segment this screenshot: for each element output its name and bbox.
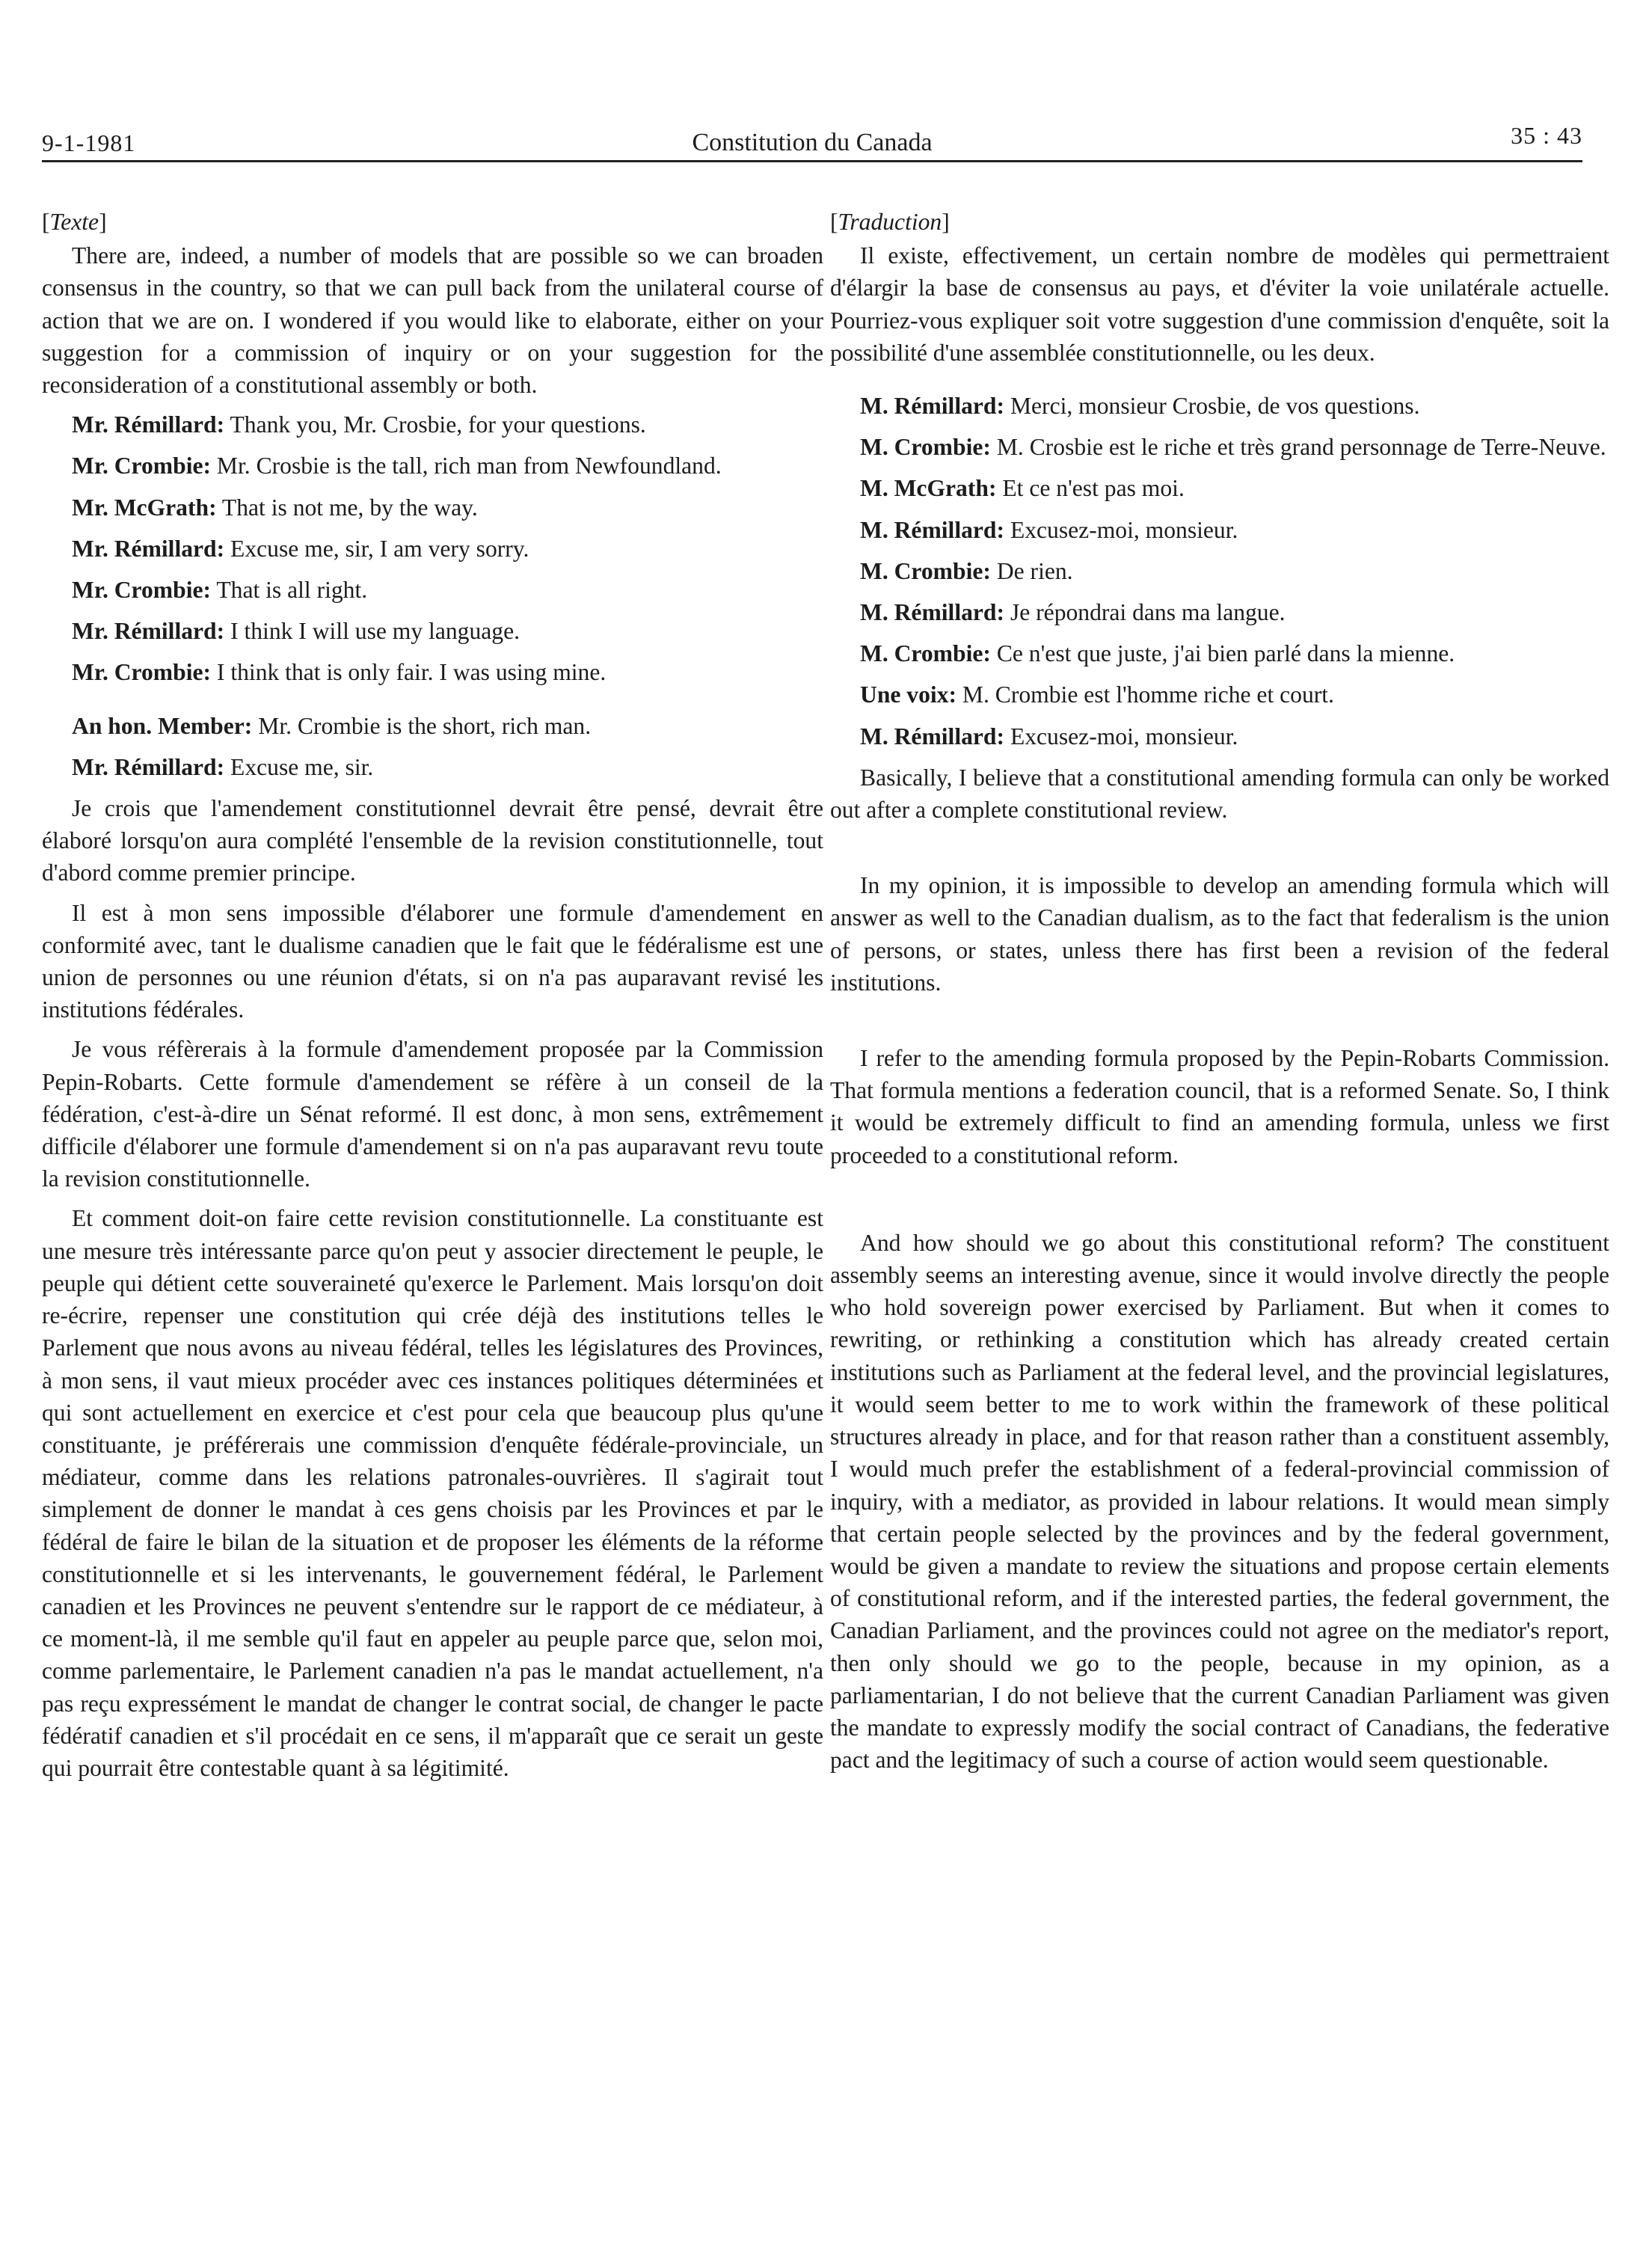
header-title: Constitution du Canada xyxy=(692,129,933,156)
speaker-turn: M. Rémillard: Merci, monsieur Crosbie, de vos questions. xyxy=(860,393,1420,420)
speaker-turn: Mr. Crombie: That is all right. xyxy=(72,577,368,604)
speaker-name: M. Crombie: xyxy=(860,557,991,584)
speaker-name: M. Crombie: xyxy=(860,640,991,667)
speaker-name: M. Rémillard: xyxy=(860,723,1005,750)
speaker-name: Mr. Rémillard: xyxy=(72,535,225,562)
speaker-name: Mr. Crombie: xyxy=(72,659,212,686)
speaker-name: M. McGrath: xyxy=(860,475,997,502)
speaker-name: Mr. Rémillard: xyxy=(72,411,225,438)
speaker-name: Mr. Crombie: xyxy=(72,577,212,604)
speaker-turn: Mr. Rémillard: Thank you, Mr. Crosbie, for your questions. xyxy=(72,411,646,438)
speaker-turn: Mr. McGrath: That is not me, by the way. xyxy=(72,494,478,521)
speaker-name: Mr. Crombie: xyxy=(72,453,212,479)
speaker-name: Mr. McGrath: xyxy=(72,494,217,521)
speaker-name: M. Rémillard: xyxy=(860,599,1005,626)
paragraph: Il est à mon sens impossible d'élaborer une formule d'amendement en conformité avec, tant le dualisme canadien que le fait que le fédéralisme est une union de personnes ou une réunion d'états, si on n'a pas auparavant revisé les institutions fédérales. xyxy=(42,899,823,1023)
speaker-turn: Une voix: M. Crombie est l'homme riche et court. xyxy=(860,681,1334,708)
speaker-turn: M. Rémillard: Excusez-moi, monsieur. xyxy=(860,516,1238,543)
paragraph: I refer to the amending formula proposed by the Pepin-Robarts Commission. That formula mentions a federation council, that is a reformed Senate. So, I think it would be extremely difficult to find an amending formula, unless we first proceeded to a constitutional reform. xyxy=(830,1045,1609,1168)
speaker-name: M. Crombie: xyxy=(860,434,991,461)
page-header xyxy=(42,112,1582,162)
speaker-turn: M. Rémillard: Je répondrai dans ma langue. xyxy=(860,599,1286,626)
section-label-traduction: [Traduction] xyxy=(830,209,950,235)
speaker-name: M. Rémillard: xyxy=(860,393,1005,420)
speaker-turn: Mr. Crombie: I think that is only fair. I was using mine. xyxy=(72,659,607,686)
speaker-name: Une voix: xyxy=(860,681,956,708)
speaker-turn: Mr. Rémillard: I think I will use my language. xyxy=(72,618,520,645)
paragraph: Et comment doit-on faire cette revision constitutionnelle. La constituante est une mesure très intéressante parce qu'on peut y associer directement le peuple, le peuple qui détient cette souveraineté qu'exerce le Parlement. Mais lorsqu'on doit re-écrire, repenser une constitution qui crée déjà des institutions telles le Parlement que nous avons au niveau fédéral, telles les législatures des Provinces, à mon sens, il vaut mieux procéder avec ces instances politiques déterminées et qui sont actuellement en exercice et c'est pour cela que beaucoup plus qu'une constituante, je préférerais une commission d'enquête fédérale-provinciale, un médiateur, comme dans les relations patronales-ouvrières. Il s'agirait tout simplement de donner le mandat à ces gens choisis par les Provinces et par le fédéral de faire le bilan de la situation et de proposer les éléments de la réforme constitutionnelle et si les intervenants, le gouvernement fédéral, le Parlement canadien et les Provinces ne peuvent s'entendre sur le rapport de ce médiateur, à ce moment-là, il me semble qu'il faut en appeler au peuple parce que, selon moi, comme parlementaire, le Parlement canadien n'a pas le mandat actuellement, n'a pas reçu expressément le mandat de changer le contrat social, de changer le pacte fédératif canadien et s'il procédait en ce sens, il m'apparaît que ce serait un geste qui pourrait être contestable quant à sa légitimité. xyxy=(42,1205,823,1781)
left-column xyxy=(42,206,823,1792)
speaker-turn: M. Rémillard: Excusez-moi, monsieur. xyxy=(860,723,1238,750)
speaker-name: An hon. Member: xyxy=(72,712,253,739)
right-column xyxy=(830,206,1609,1783)
paragraph: There are, indeed, a number of models that are possible so we can broaden consensus in the country, so that we can pull back from the unilateral course of action that we are on. I wondered if you would like to elaborate, either on your suggestion for a commission of inquiry or on your suggestion for the reconsideration of a constitutional assembly or both. xyxy=(42,242,823,399)
paragraph: Il existe, effectivement, un certain nombre de modèles qui permettraient d'élargir la base de consensus au pays, et d'éviter la voie unilatérale actuelle. Pourriez-vous expliquer soit votre suggestion d'une commission d'enquête, soit la possibilité d'une assemblée constitutionnelle, ou les deux. xyxy=(830,242,1609,366)
paragraph: And how should we go about this constitutional reform? The constituent assembly seems an interesting avenue, since it would involve directly the people who hold sovereign power exercised by Parliament. But when it comes to rewriting, or rethinking a constitution which has already created certain institutions such as Parliament at the federal level, and the provincial legislatures, it would seem better to me to work within the framework of these political structures already in place, and for that reason rather than a constituent assembly, I would much prefer the establishment of a federal-provincial commission of inquiry, with a mediator, as provided in labour relations. It would mean simply that certain people selected by the provinces and by the federal government, would be given a mandate to review the situations and propose certain elements of constitutional reform, and if the interested parties, the federal government, the Canadian Parliament, and the provinces could not agree on the mediator's report, then only should we go to the people, because in my opinion, as a parliamentarian, I do not believe that the current Canadian Parliament was given the mandate to expressly modify the social contract of Canadians, the federative pact and the legitimacy of such a course of action would seem questionable. xyxy=(830,1229,1609,1774)
paragraph: Je crois que l'amendement constitutionnel devrait être pensé, devrait être élaboré lorsqu'on aura complété l'ensemble de la revision constitutionnelle, tout d'abord comme premier principe. xyxy=(42,795,823,886)
speaker-turn: Mr. Rémillard: Excuse me, sir, I am very sorry. xyxy=(72,535,529,562)
header-page-number: 35 : 43 xyxy=(1511,122,1582,149)
speaker-turn: Mr. Rémillard: Excuse me, sir. xyxy=(72,753,374,780)
paragraph: Je vous réfèrerais à la formule d'amendement proposée par la Commission Pepin-Robarts. Cette formule d'amendement se réfère à un conseil de la fédération, c'est-à-dire un Sénat reformé. Il est donc, à mon sens, extrêmement difficile d'élaborer une formule d'amendement si on n'a pas auparavant revu toute la revision constitutionnelle. xyxy=(42,1036,823,1192)
speaker-turn: Mr. Crombie: Mr. Crosbie is the tall, rich man from Newfoundland. xyxy=(72,453,722,479)
paragraph: In my opinion, it is impossible to develop an amending formula which will answer as well to the Canadian dualism, as to the fact that federalism is the union of persons, or states, unless there has first been a revision of the federal institutions. xyxy=(830,872,1609,996)
paragraph: Basically, I believe that a constitutional amending formula can only be worked out after a complete constitutional review. xyxy=(830,764,1609,824)
speaker-name: Mr. Rémillard: xyxy=(72,618,225,645)
speaker-turn: M. Crombie: Ce n'est que juste, j'ai bien parlé dans la mienne. xyxy=(860,640,1455,667)
speaker-name: M. Rémillard: xyxy=(860,516,1005,543)
section-label-texte: [Texte] xyxy=(42,209,107,235)
speaker-name: Mr. Rémillard: xyxy=(72,753,225,780)
header-date: 9-1-1981 xyxy=(42,129,136,156)
speaker-turn: M. McGrath: Et ce n'est pas moi. xyxy=(860,475,1185,502)
speaker-turn: M. Crombie: De rien. xyxy=(860,557,1073,584)
speaker-turn: M. Crombie: M. Crosbie est le riche et très grand personnage de Terre-Neuve. xyxy=(860,434,1606,461)
speaker-turn: An hon. Member: Mr. Crombie is the short, rich man. xyxy=(72,712,592,739)
